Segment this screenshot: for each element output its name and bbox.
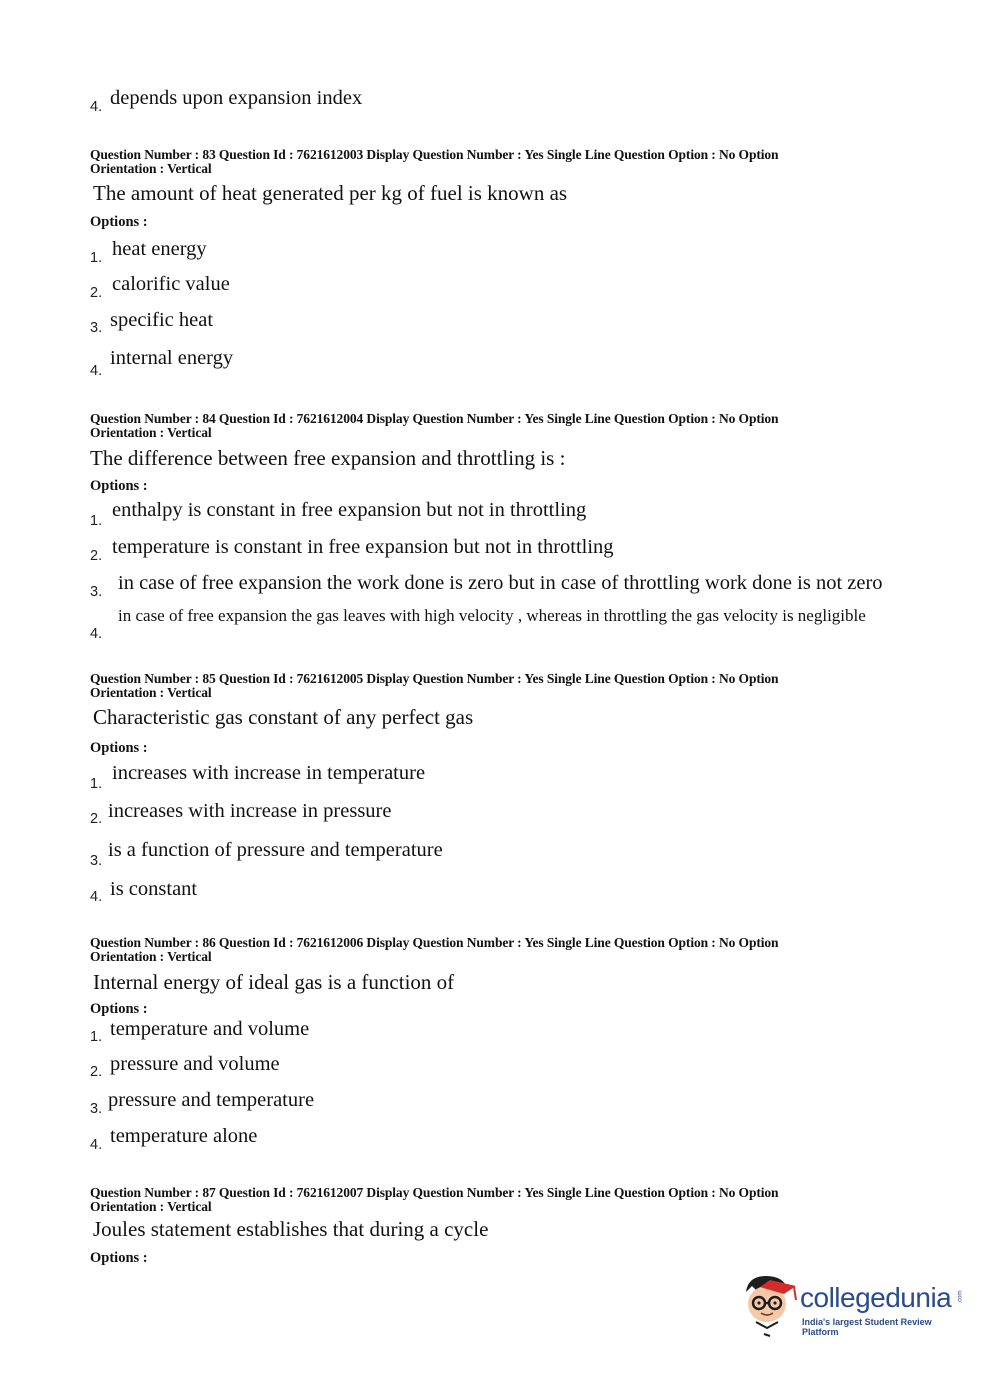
question-text: Internal energy of ideal gas is a function of — [93, 970, 455, 994]
option-text: increases with increase in temperature — [112, 762, 426, 784]
option-number: 4. — [90, 1137, 103, 1153]
question-meta-orientation: Orientation : Vertical — [90, 425, 212, 440]
option-text: pressure and temperature — [108, 1089, 315, 1111]
option-text: internal energy — [110, 347, 234, 369]
option-text: in case of free expansion the gas leaves with high velocity , whereas in throttling the gas velocity is negligible — [118, 606, 866, 625]
question-meta: Question Number : 84 Question Id : 7621612004 Display Question Number : Yes Single Line Question Option : No Option — [90, 411, 779, 426]
option-text: depends upon expansion index — [110, 87, 363, 109]
option-text: in case of free expansion the work done is zero but in case of throttling work done is not zero — [118, 572, 883, 594]
option-number: 1. — [90, 513, 103, 529]
option-text: is a function of pressure and temperature — [108, 839, 443, 861]
option-text: is constant — [110, 878, 198, 900]
option-text: heat energy — [112, 238, 207, 260]
option-number: 2. — [90, 285, 103, 301]
option-number: 2. — [90, 548, 103, 564]
option-text: temperature alone — [110, 1125, 258, 1147]
option-number: 3. — [90, 320, 103, 336]
option-number: 1. — [90, 776, 103, 792]
brand-domain: .com — [957, 1290, 964, 1304]
brand-name: collegedunia — [800, 1282, 952, 1313]
option-text: calorific value — [112, 273, 230, 295]
question-text: The difference between free expansion and throttling is : — [90, 446, 566, 470]
options-label: Options : — [90, 214, 148, 230]
options-label: Options : — [90, 478, 148, 494]
question-meta: Question Number : 86 Question Id : 7621612006 Display Question Number : Yes Single Line Question Option : No Option — [90, 935, 779, 950]
question-meta-orientation: Orientation : Vertical — [90, 949, 212, 964]
question-meta-orientation: Orientation : Vertical — [90, 1199, 212, 1214]
option-number: 2. — [90, 811, 103, 827]
question-text: The amount of heat generated per kg of fuel is known as — [93, 181, 568, 205]
option-number: 3. — [90, 853, 103, 869]
option-number: 4. — [90, 889, 103, 905]
options-label: Options : — [90, 740, 148, 756]
collegedunia-logo — [740, 1270, 970, 1340]
question-meta-orientation: Orientation : Vertical — [90, 161, 212, 176]
question-meta-orientation: Orientation : Vertical — [90, 685, 212, 700]
option-text: specific heat — [110, 309, 214, 331]
option-number: 3. — [90, 1101, 103, 1117]
student-mascot-icon — [740, 1270, 800, 1340]
options-label: Options : — [90, 1250, 148, 1266]
question-text: Characteristic gas constant of any perfect gas — [93, 705, 474, 729]
option-number: 1. — [90, 250, 103, 266]
option-number: 2. — [90, 1064, 103, 1080]
option-number: 4. — [90, 626, 103, 642]
question-meta: Question Number : 85 Question Id : 7621612005 Display Question Number : Yes Single Line Question Option : No Option — [90, 671, 779, 686]
question-meta: Question Number : 87 Question Id : 7621612007 Display Question Number : Yes Single Line Question Option : No Option — [90, 1185, 779, 1200]
option-number: 4. — [90, 363, 103, 379]
options-label: Options : — [90, 1001, 148, 1017]
option-text: temperature and volume — [110, 1018, 310, 1040]
option-text: pressure and volume — [110, 1053, 280, 1075]
question-meta: Question Number : 83 Question Id : 7621612003 Display Question Number : Yes Single Line Question Option : No Option — [90, 147, 779, 162]
brand-tagline: India's largest Student Review Platform — [802, 1317, 932, 1337]
option-text: temperature is constant in free expansion but not in throttling — [112, 536, 614, 558]
option-text: enthalpy is constant in free expansion but not in throttling — [112, 499, 587, 521]
option-text: increases with increase in pressure — [108, 800, 392, 822]
question-text: Joules statement establishes that during a cycle — [93, 1217, 489, 1241]
option-number: 1. — [90, 1029, 103, 1045]
option-number: 3. — [90, 584, 103, 600]
option-number: 4. — [90, 99, 103, 115]
